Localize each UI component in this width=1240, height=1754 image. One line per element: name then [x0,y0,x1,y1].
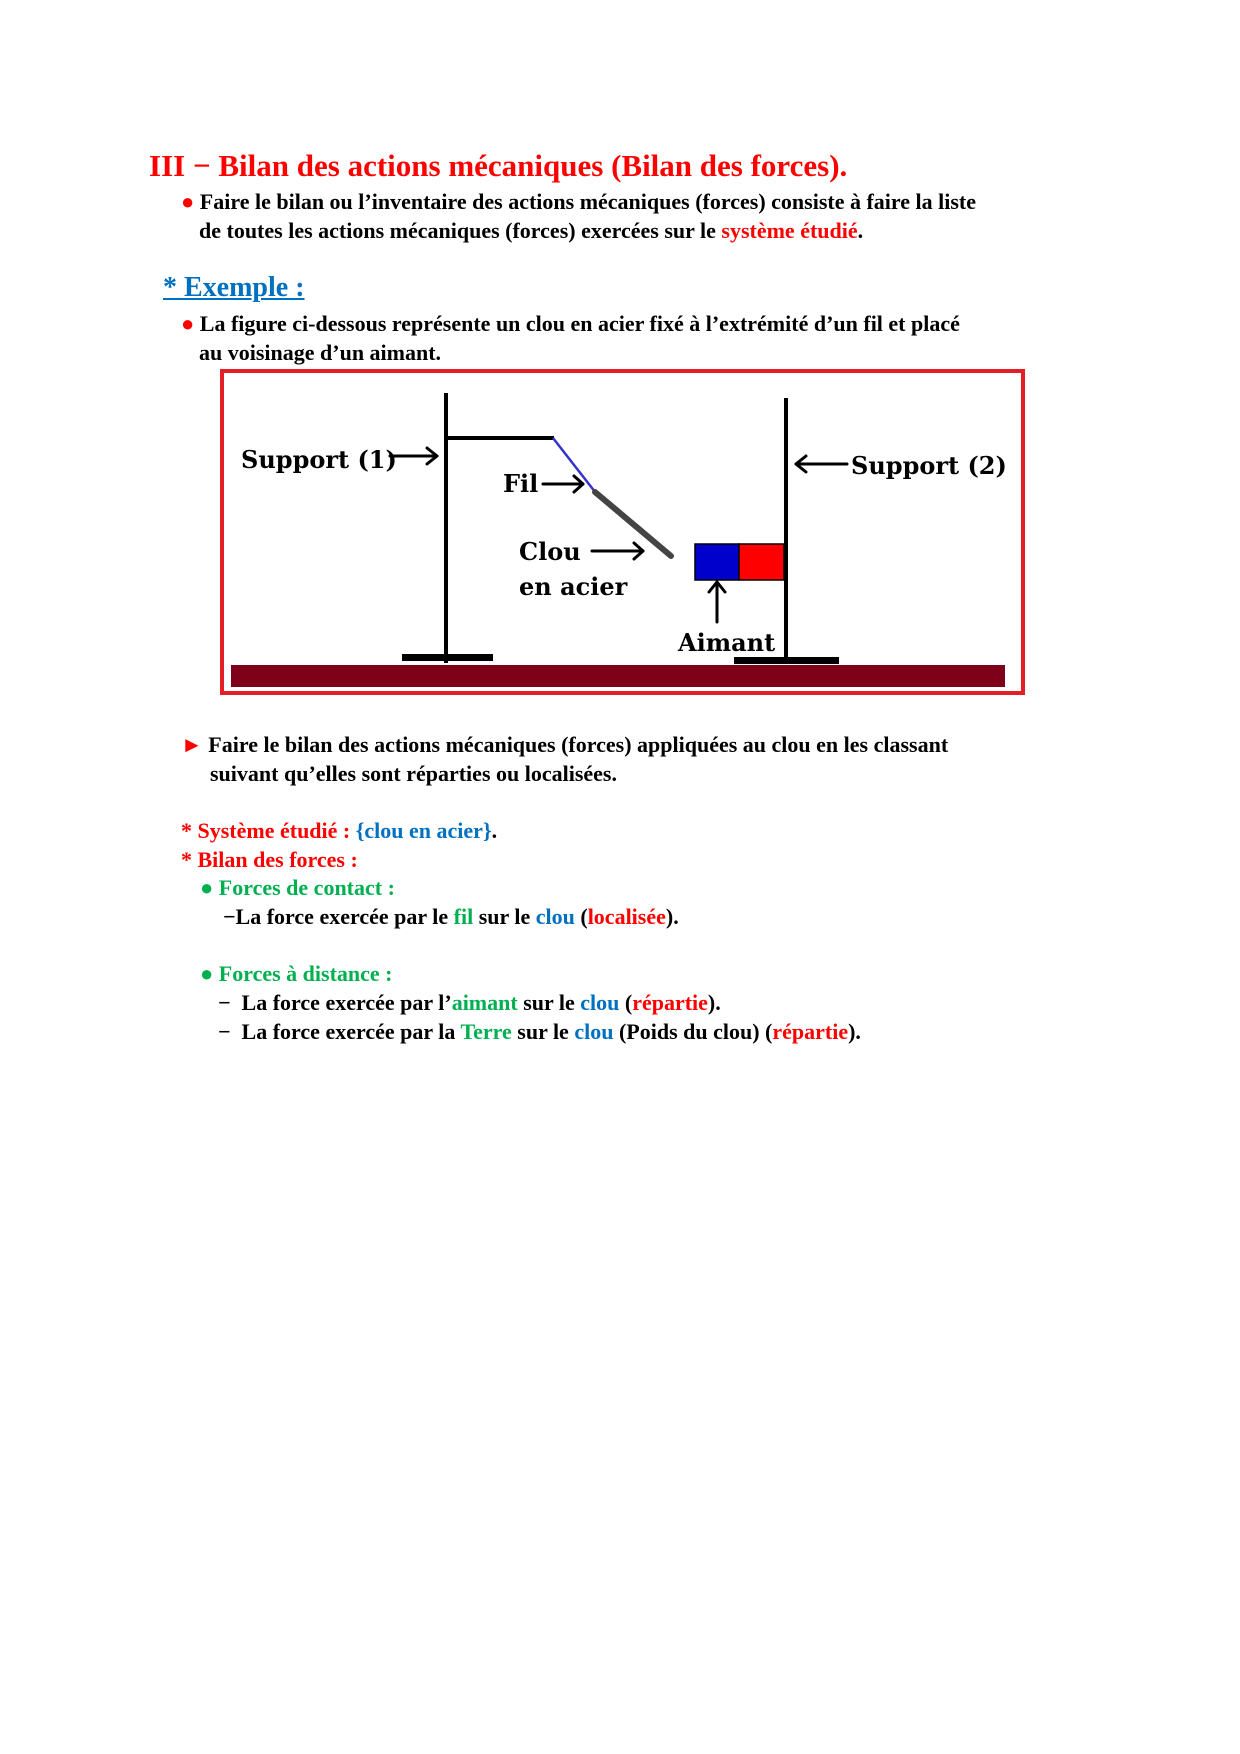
ground [231,665,1005,687]
label-aimant: Aimant [678,628,776,657]
item-text: ( [574,904,588,929]
item-text: ). [707,990,721,1015]
dash-icon: − [218,990,231,1015]
contact-item [223,902,679,931]
system-term: système étudié [721,218,858,243]
system-value: {clou en acier} [355,818,492,843]
force-type: répartie [772,1019,849,1044]
receiver-term: clou [535,904,575,929]
bilan-heading: * Bilan des forces : [181,847,358,872]
example-text-1: La figure ci-dessous représente un clou en acier fixé à l’extrémité d’un fil et placé [199,311,960,336]
bullet-icon: ● [181,189,195,214]
support-2-pole [784,398,788,663]
item-text: La force exercée par l’ [241,990,452,1015]
actor-term: fil [453,904,474,929]
task-line-1 [181,730,948,759]
magnet-north-pole [695,544,739,580]
task-line-2: suivant qu’elles sont réparties ou localisées. [210,761,617,786]
item-text: sur le [473,904,536,929]
item-text: sur le [511,1019,575,1044]
system-line [181,816,497,845]
system-end: . [491,818,498,843]
section-title: III − Bilan des actions mécaniques (Bilan des forces). [149,148,848,183]
example-line-1 [181,309,960,338]
label-support-1: Support (1) [241,445,397,474]
contact-heading: ● Forces de contact : [200,875,395,900]
triangle-right-icon: ► [181,732,203,757]
magnet-south-pole [739,544,784,580]
item-text: La force exercée par la [241,1019,461,1044]
distance-item [218,1017,861,1046]
actor-term: Terre [460,1019,512,1044]
intro-line-2 [199,216,863,245]
label-support-2: Support (2) [851,451,1007,480]
distance-item [218,988,721,1017]
intro-text-2a: de toutes les actions mécaniques (forces) exercées sur le [199,218,722,243]
actor-term: aimant [451,990,518,1015]
item-text: ( [619,990,633,1015]
bullet-icon: ● [181,311,195,336]
label-clou-2: en acier [519,572,628,601]
item-text: (Poids du clou) ( [613,1019,773,1044]
item-text: ). [848,1019,861,1044]
system-label: * Système étudié : [181,818,356,843]
dash-icon: − [223,904,236,929]
label-fil: Fil [503,469,539,498]
intro-line-1 [181,187,976,216]
item-text: La force exercée par le [235,904,454,929]
receiver-term: clou [574,1019,614,1044]
item-text: sur le [517,990,581,1015]
distance-heading: ● Forces à distance : [200,961,393,986]
intro-text-1: Faire le bilan ou l’inventaire des actions mécaniques (forces) consiste à faire la liste [199,189,977,214]
label-clou-1: Clou [519,537,581,566]
intro-text-2c: . [857,218,864,243]
item-text: ). [665,904,679,929]
support-1-pole [444,393,448,663]
figure-frame [222,371,1023,693]
example-heading: * Exemple : [163,272,305,303]
dash-icon: − [218,1019,231,1044]
experiment-figure [219,368,1026,696]
receiver-term: clou [580,990,620,1015]
task-text-1: Faire le bilan des actions mécaniques (forces) appliquées au clou en les classant [208,732,949,757]
support-1-arm [444,436,554,440]
example-line-2: au voisinage d’un aimant. [199,340,442,365]
force-type: localisée [587,904,666,929]
force-type: répartie [632,990,708,1015]
